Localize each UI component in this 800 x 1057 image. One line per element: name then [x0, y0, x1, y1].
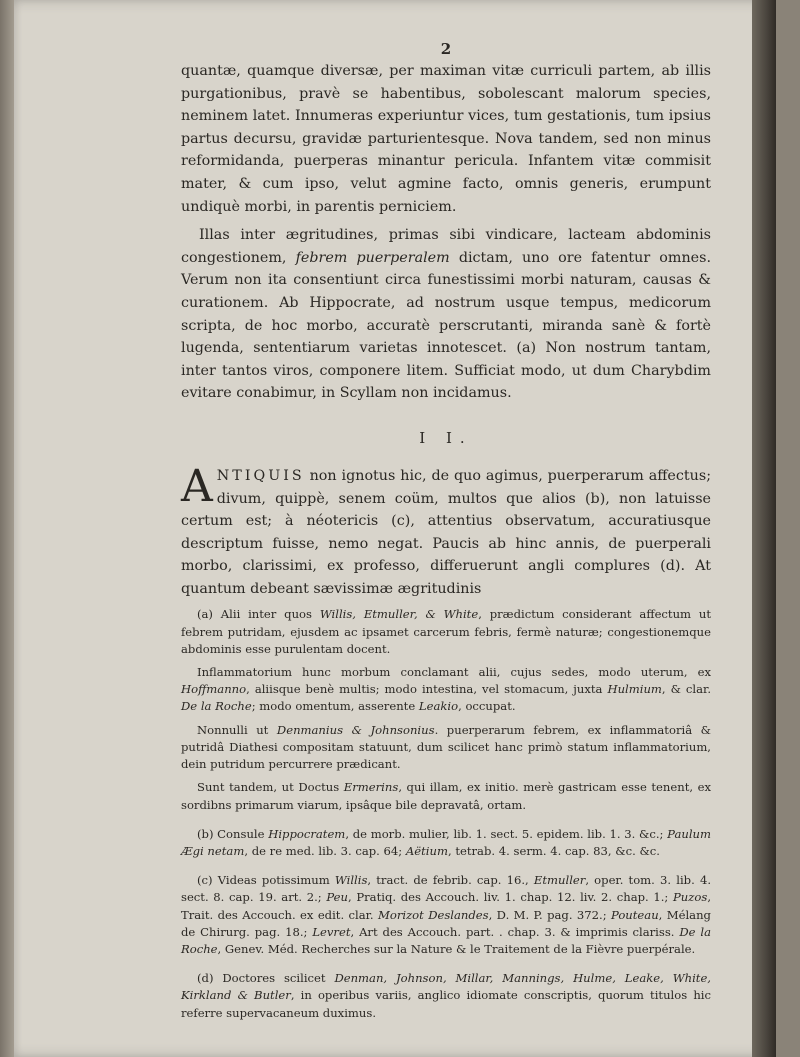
fn-a1-names: Willis, Etmuller, & White — [319, 607, 479, 622]
footnote-a-2 — [181, 664, 711, 716]
fn-a2-mid3: ; modo omentum, asserente — [251, 699, 416, 714]
fn-a3-start: Nonnulli ut — [197, 722, 269, 737]
fn-c-mid4: , Trait. des Accouch. ex edit. clar. — [181, 890, 711, 922]
fn-c-end: , Genev. Méd. Recherches sur la Nature & le Traitement de la Fièvre puerpérale. — [217, 941, 696, 956]
fn-c-name3: Peu — [326, 890, 348, 905]
paragraph-2 — [181, 224, 711, 405]
fn-c-mid5: , D. M. P. pag. 372.; — [488, 907, 607, 922]
fn-c-mid2: , oper. tom. 3. lib. 4. sect. 8. cap. 19. art. 2.; — [181, 873, 712, 905]
page-left-edge — [0, 0, 14, 1057]
paragraph-1: quantæ, quamque diversæ, per maximan vitæ curriculi partem, ab illis purgationibus, pravè se habentibus, sobolescant malorum species, neminem latet. Innumeras experiuntur vices, tum gestationis, tum ipsius partus decursu, gravidæ parturientesque. Nova tandem, sed non minus reformidanda, puerperas minantur pericula. Infantem vitæ commisit mater, & cum ipso, velut agmine facto, omnis generis, erumpunt undiquè morbi, in parentis perniciem. — [181, 63, 711, 215]
section-paragraph — [181, 460, 712, 601]
fn-a2-mid2: , & clar. — [661, 682, 712, 697]
fn-a4-start: Sunt tandem, ut Doctus — [197, 780, 340, 795]
section-text: non ignotus hic, de quo agimus, puerperarum affectus; divum, quippè, senem coüm, multos que alios (b), non latuisse certum est; à néotericis (c), attentius observatum, accuratiusque descriptum fuisse, nemo negat. Paucis ab hinc annis, de puerperali morbo, clarissimi, ex professo, differuerunt angli complures (d). At quantum debeant sævissimæ ægritudinis — [181, 467, 712, 597]
drop-cap: A — [181, 460, 213, 512]
p2-after: dictam, uno ore fatentur omnes. Verum non ita consentiunt circa funestissimi morbi naturam, causas & curationem. Ab Hippocrate, ad nostrum usque tempus, medicorum scripta, de hoc morbo, accuratè perscrutanti, miranda sanè & fortè lugenda, sententiarum varietas innotescet. (a) Non nostrum tantam, inter tantos viros, componere litem. Sufficiat modo, ut dum Charybdim evitare conabimur, in Scyllam non incidamus. — [181, 249, 712, 402]
fn-d-names: Denman, Johnson, Millar, Mannings, Hulme, Leake, White, Kirkland & Butler — [181, 971, 711, 1003]
fn-c-name8: De la Roche — [181, 924, 712, 956]
p2-italic: febrem puerperalem — [295, 249, 450, 266]
fn-c-mid6: , Mélang de Chirurg. pag. 18.; — [181, 907, 711, 939]
fn-a1-end: , prædictum considerant affectum ut febrem putridam, ejusdem ac ipsamet carcerum febris, fermè naturæ; congestionemque abdominis esse purulentam docent. — [181, 607, 711, 656]
page-number: 2 — [440, 40, 452, 58]
fn-c-name1: Willis — [334, 873, 368, 888]
footnote-a-1 — [181, 606, 711, 658]
fn-a4-name: Ermerins — [343, 780, 399, 795]
fn-a2-name3: De la Roche — [181, 699, 252, 714]
footnote-d — [181, 970, 711, 1022]
fn-b-name3: Aëtium — [405, 843, 448, 858]
fn-c-mid7: , Art des Accouch. part. . chap. 3. & imprimis clariss. — [350, 924, 675, 939]
fn-c-name7: Levret — [312, 924, 351, 939]
fn-a4-end: , qui illam, ex initio. merè gastricam esse tenent, ex sordibns primarum viarum, ipsâque bile depravatâ, ortam. — [181, 780, 712, 812]
section-heading: I I. — [419, 428, 473, 447]
fn-b-start: (b) Consule — [197, 826, 265, 841]
fn-c-start: (c) Videas potissimum — [197, 873, 330, 888]
fn-a2-name1: Hoffmanno — [181, 682, 247, 697]
fn-c-name2: Etmuller — [533, 873, 586, 888]
fn-a2-mid: , aliisque benè multis; modo intestina, vel stomacum, juxta — [246, 682, 603, 697]
fn-a2-name4: Leakio — [418, 699, 459, 714]
fn-a2-start: Inflammatorium hunc morbum conclamant alii, cujus sedes, modo uterum, ex — [197, 665, 711, 680]
fn-d-end: , in operibus variis, anglico idiomate conscriptis, quorum titulos hic referre supervacaneum duximus. — [181, 988, 711, 1020]
fn-a3-end: . puerperarum febrem, ex inflammatoriâ & putridâ Diathesi compositam statuunt, dum scilicet hanc primò statum inflammatorium, dein putridum percurrere prædicant. — [181, 722, 711, 772]
book-binding — [752, 0, 776, 1057]
fn-c-mid1: , tract. de febrib. cap. 16., — [367, 873, 529, 888]
fn-c-mid3: , Pratiq. des Accouch. liv. 1. chap. 12. liv. 2. chap. 1.; — [347, 890, 669, 905]
footnote-b — [181, 826, 711, 860]
fn-a1-start: (a) Alii inter quos — [197, 607, 312, 622]
fn-c-name6: Pouteau — [610, 907, 659, 922]
fn-c-name5: Morizot Deslandes — [377, 907, 489, 922]
fn-b-name2: Paulum Ægi netam — [181, 826, 711, 858]
fn-d-start: (d) Doctores scilicet — [197, 971, 326, 986]
page-content — [181, 40, 711, 1022]
fn-b-name1: Hippocratem — [268, 826, 346, 841]
p2-before: Illas inter ægritudines, primas sibi vindicare, lacteam abdominis congestionem, — [181, 227, 711, 266]
fn-b-mid2: , de re med. lib. 3. cap. 64; — [244, 843, 403, 858]
footnote-a-4 — [181, 779, 711, 813]
fn-a2-name2: Hulmium — [607, 682, 662, 697]
fn-b-end: , tetrab. 4. serm. 4. cap. 83, &c. &c. — [447, 843, 660, 858]
fn-a2-end: , occupat. — [458, 699, 516, 714]
footnote-a-3 — [181, 722, 711, 774]
footnote-c — [181, 872, 711, 958]
fn-a3-names: Denmanius & Johnsonius — [276, 722, 435, 737]
fn-b-mid: , de morb. mulier, lib. 1. sect. 5. epidem. lib. 1. 3. &c.; — [345, 826, 664, 841]
caps-word: NTIQUIS — [216, 467, 305, 484]
fn-c-name4: Puzos — [673, 890, 708, 905]
